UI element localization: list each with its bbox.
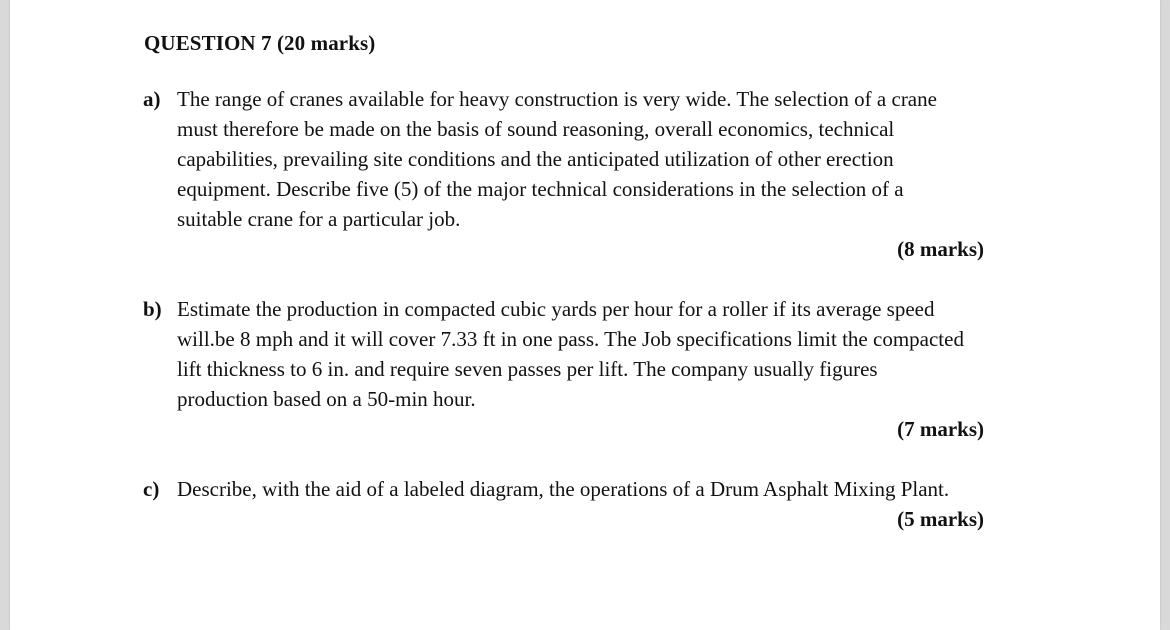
part-a-line: capabilities, prevailing site conditions and the anticipated utilization of other erection [177,147,894,171]
document-page [10,0,1160,630]
part-a-line: must therefore be made on the basis of sound reasoning, overall economics, technical [177,117,895,141]
question-title: QUESTION 7 (20 marks) [144,31,376,55]
part-a-line: The range of cranes available for heavy construction is very wide. The selection of a crane [177,87,937,111]
part-b-line: production based on a 50-min hour. [177,387,476,411]
part-c-line: Describe, with the aid of a labeled diagram, the operations of a Drum Asphalt Mixing Plant. [177,477,950,501]
part-b-text [177,294,964,414]
part-b-line: lift thickness to 6 in. and require seven passes per lift. The company usually figures [177,357,878,381]
part-a-label: a) [143,87,161,111]
part-b-line: will.be 8 mph and it will cover 7.33 ft in one pass. The Job specifications limit the compacted [177,327,964,351]
part-a-text [177,84,937,234]
part-c-text [177,474,949,504]
part-a-line: equipment. Describe five (5) of the major technical considerations in the selection of a [177,177,904,201]
part-c-label: c) [143,477,160,501]
part-b-line: Estimate the production in compacted cubic yards per hour for a roller if its average speed [177,297,935,321]
part-b-label: b) [143,297,162,321]
part-a-line: suitable crane for a particular job. [177,207,461,231]
part-b-marks: (7 marks) [897,417,984,441]
part-c-marks: (5 marks) [897,507,984,531]
part-a-marks: (8 marks) [897,237,984,261]
